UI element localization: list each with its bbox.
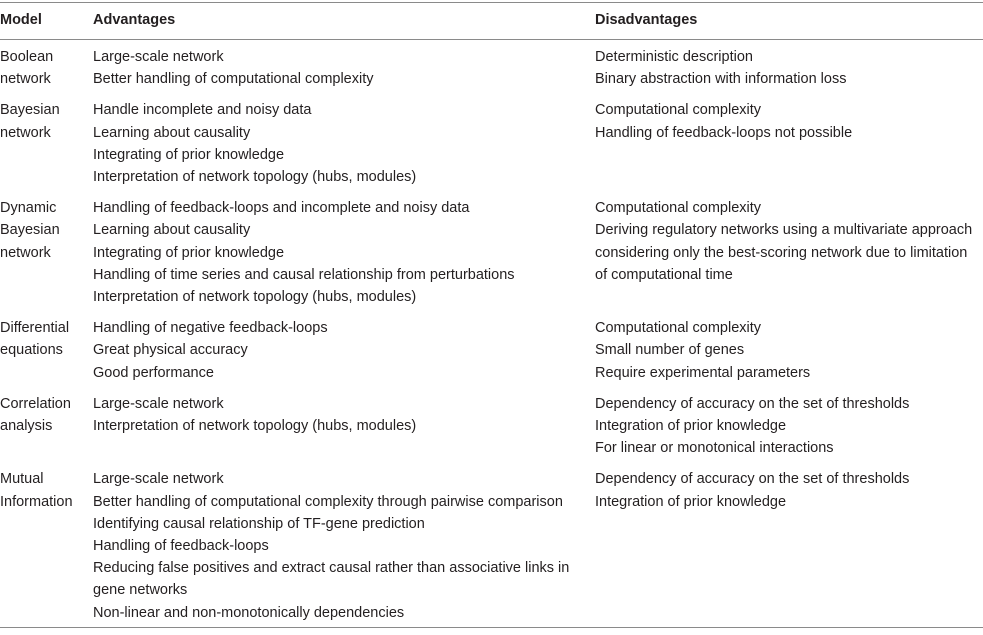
advantage-item: Interpretation of network topology (hubs, modules) (93, 169, 417, 186)
model-name-line: Bayesian (0, 222, 60, 239)
model-cell (0, 388, 93, 464)
advantage-item: Large-scale network (93, 395, 224, 412)
table-row (0, 463, 983, 627)
model-name-line: Differential (0, 320, 70, 337)
model-name-line: equations (0, 342, 63, 359)
model-name-line: Dynamic (0, 200, 57, 217)
disadvantages-cell (595, 388, 983, 464)
disadvantage-item: Require experimental parameters (595, 364, 811, 381)
disadvantage-item: Binary abstraction with information loss (595, 71, 847, 88)
disadvantage-item: Integration of prior knowledge (595, 418, 787, 435)
advantage-item: Learning about causality (93, 124, 251, 141)
model-cell (0, 192, 93, 312)
model-name-line: network (0, 124, 51, 141)
disadvantages-cell (595, 94, 983, 192)
disadvantage-item: For linear or monotonical interactions (595, 440, 834, 457)
advantage-item: Great physical accuracy (93, 342, 248, 359)
disadvantage-item: Deterministic description (595, 49, 753, 65)
advantage-item: Interpretation of network topology (hubs, modules) (93, 418, 417, 435)
advantage-item: Integrating of prior knowledge (93, 244, 285, 261)
disadvantage-item: Integration of prior knowledge (595, 493, 787, 510)
table-row (0, 192, 983, 312)
table-row (0, 388, 983, 464)
table-row (0, 40, 983, 95)
disadvantage-item: Dependency of accuracy on the set of thresholds (595, 395, 910, 412)
disadvantage-item: Deriving regulatory networks using a multivariate approach (595, 222, 973, 239)
disadvantage-item: Computational complexity (595, 200, 762, 217)
model-cell (0, 40, 93, 95)
advantage-item: gene networks (93, 582, 188, 599)
advantages-cell (93, 192, 595, 312)
model-cell (0, 463, 93, 627)
disadvantage-item: of computational time (595, 266, 733, 283)
advantage-item: Handling of feedback-loops (93, 538, 269, 555)
model-name-line: Correlation (0, 395, 71, 412)
disadvantages-cell (595, 192, 983, 312)
advantages-cell (93, 388, 595, 464)
advantage-item: Reducing false positives and extract causal rather than associative links in (93, 560, 570, 577)
disadvantage-item: Handling of feedback-loops not possible (595, 124, 853, 141)
model-name-line: network (0, 71, 51, 88)
table-row (0, 312, 983, 388)
disadvantage-item: Dependency of accuracy on the set of thresholds (595, 471, 910, 488)
table-body (0, 40, 983, 628)
disadvantage-item: Computational complexity (595, 320, 762, 337)
table-row (0, 94, 983, 192)
model-cell (0, 94, 93, 192)
model-name-line: network (0, 244, 51, 261)
header-disadvantages: Disadvantages (595, 12, 698, 28)
advantages-cell (93, 94, 595, 192)
advantage-item: Handling of negative feedback-loops (93, 320, 328, 337)
disadvantage-item: Computational complexity (595, 102, 762, 119)
disadvantages-cell (595, 312, 983, 388)
disadvantage-item: considering only the best-scoring network due to limitation (595, 244, 968, 261)
header-model: Model (0, 12, 42, 28)
advantage-item: Good performance (93, 364, 214, 381)
advantage-item: Handle incomplete and noisy data (93, 102, 312, 119)
model-name-line: Information (0, 493, 73, 510)
advantage-item: Better handling of computational complexity through pairwise comparison (93, 493, 563, 510)
header-row (0, 3, 983, 40)
header-advantages: Advantages (93, 12, 176, 28)
advantage-item: Better handling of computational complexity (93, 71, 374, 88)
model-name-line: Bayesian (0, 102, 60, 119)
advantage-item: Large-scale network (93, 471, 224, 488)
advantage-item: Large-scale network (93, 49, 224, 65)
advantage-item: Handling of feedback-loops and incomplete and noisy data (93, 200, 470, 217)
disadvantage-item: Small number of genes (595, 342, 745, 359)
advantage-item: Handling of time series and causal relationship from perturbations (93, 266, 515, 283)
model-comparison-table (0, 2, 983, 628)
model-name-line: analysis (0, 418, 53, 435)
model-cell (0, 312, 93, 388)
advantage-item: Interpretation of network topology (hubs, modules) (93, 289, 417, 306)
advantage-item: Identifying causal relationship of TF-gene prediction (93, 515, 425, 532)
advantage-item: Non-linear and non-monotonically dependencies (93, 604, 405, 621)
table-header (0, 3, 983, 40)
advantages-cell (93, 463, 595, 627)
disadvantages-cell (595, 40, 983, 95)
advantage-item: Integrating of prior knowledge (93, 146, 285, 163)
model-name-line: Boolean (0, 49, 54, 65)
advantages-cell (93, 312, 595, 388)
disadvantages-cell (595, 463, 983, 627)
advantage-item: Learning about causality (93, 222, 251, 239)
model-name-line: Mutual (0, 471, 44, 488)
advantages-cell (93, 40, 595, 95)
